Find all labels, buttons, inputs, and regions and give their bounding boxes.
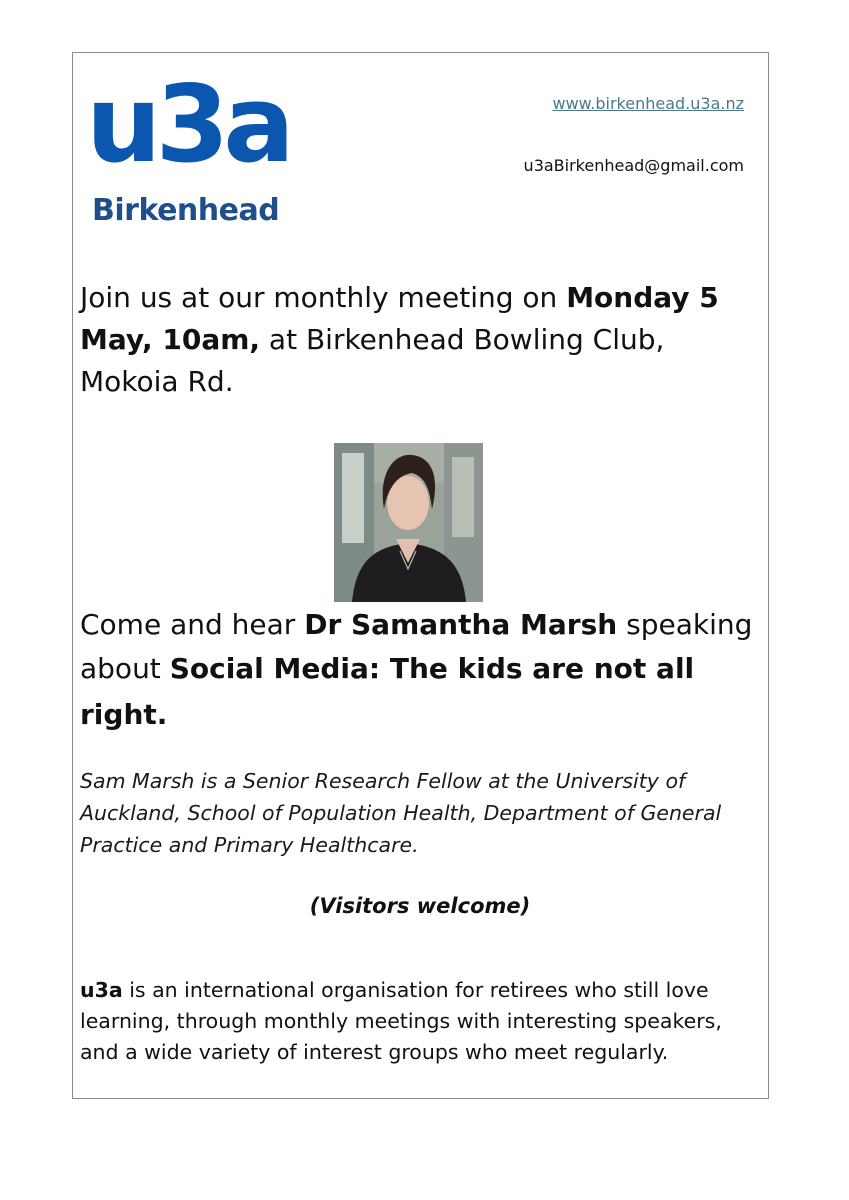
about-org: u3a (80, 978, 123, 1002)
meeting-venue: at Birkenhead Bowling Club, Mokoia Rd. (80, 323, 665, 398)
email-address: u3aBirkenhead@gmail.com (523, 156, 744, 175)
website-link[interactable]: www.birkenhead.u3a.nz (552, 94, 744, 113)
talk-announcement (80, 603, 770, 737)
speaker-bio: Sam Marsh is a Senior Research Fellow at the University of Auckland, School of Population Health, Department of General Practice and Primary Healthcare. (80, 769, 722, 857)
talk-topic-end: right. (80, 698, 168, 731)
visitors-note: (Visitors welcome) (309, 894, 531, 918)
speaker-photo (334, 443, 483, 602)
talk-lead: Come and hear (80, 608, 305, 641)
meeting-announcement (80, 277, 760, 403)
about-text: is an international organisation for retirees who still love learning, through monthly meetings with interesting speakers, and a wide variety of interest groups who meet regularly. (80, 978, 722, 1064)
intro-lead: Join us at our monthly meeting on (80, 281, 567, 314)
talk-topic: Social Media: The kids are not all (169, 652, 695, 685)
about-u3a (80, 975, 760, 1068)
talk-middle: speaking about (80, 608, 753, 685)
meeting-date-time: Monday 5 May, 10am, (80, 281, 719, 356)
u3a-logo (86, 63, 301, 232)
logo-subtitle: Birkenhead (92, 193, 280, 228)
speaker-name: Dr Samantha Marsh (304, 608, 618, 641)
logo-mark: u3a (86, 63, 289, 186)
